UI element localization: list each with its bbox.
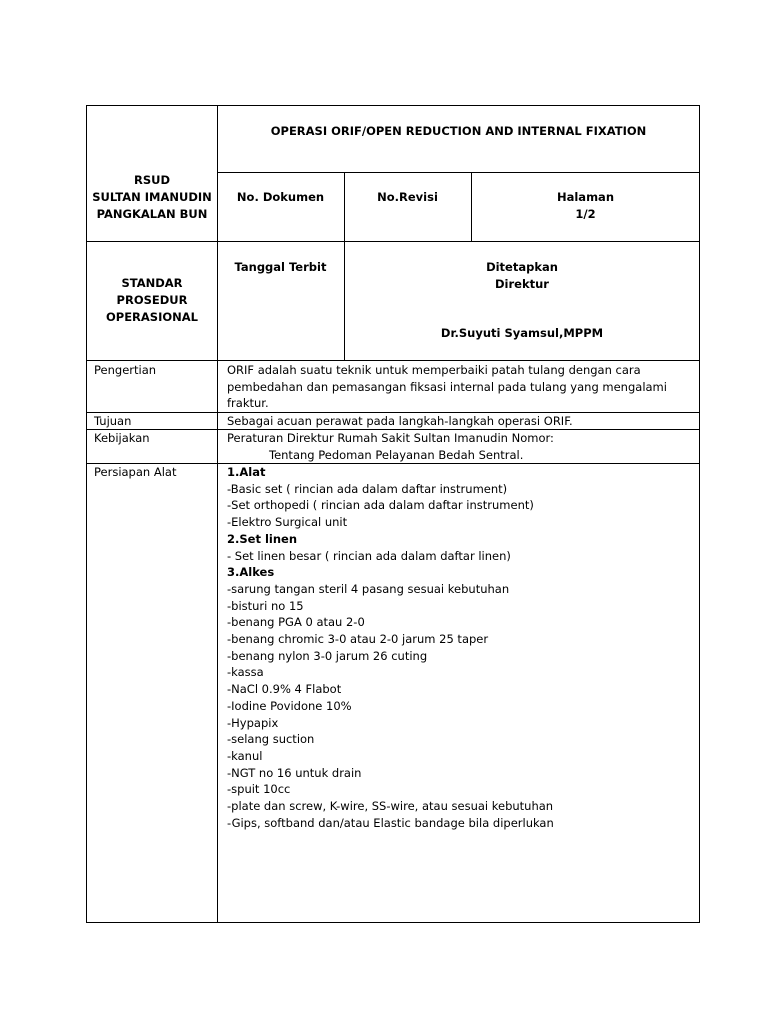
- list-item: -NaCl 0.9% 4 Flabot: [227, 682, 342, 697]
- header-table: [86, 105, 700, 361]
- list-item: -Hypapix: [227, 715, 279, 730]
- kebijakan-text: Peraturan Direktur Rumah Sakit Sultan Imanudin Nomor: Tentang Pedoman Pelayanan Bedah Sentral.: [227, 431, 554, 462]
- no-dokumen-label: No. Dokumen: [236, 190, 325, 204]
- list-item: - Set linen besar ( rincian ada dalam daftar linen): [227, 548, 511, 563]
- ditetapkan-block: [344, 259, 700, 293]
- list-item: -benang nylon 3-0 jarum 26 cuting: [227, 648, 428, 663]
- persiapan-alat-label: Persiapan Alat: [94, 465, 177, 479]
- procedure-table: [86, 361, 700, 923]
- list-item: -Elektro Surgical unit: [227, 515, 348, 530]
- halaman-cell: [471, 189, 700, 223]
- hospital-name: RSUD SULTAN IMANUDIN PANGKALAN BUN: [92, 173, 212, 221]
- list-item: -benang PGA 0 atau 2-0: [227, 615, 365, 630]
- list-heading: 2.Set linen: [227, 531, 298, 546]
- list-item: -plate dan screw, K-wire, SS-wire, atau sesuai kebutuhan: [227, 799, 554, 814]
- tanggal-terbit-label: Tanggal Terbit: [234, 260, 327, 274]
- list-item: -sarung tangan steril 4 pasang sesuai kebutuhan: [227, 581, 510, 596]
- halaman-label: Halaman: [556, 190, 615, 204]
- no-revisi-label: No.Revisi: [377, 190, 438, 204]
- tujuan-text: Sebagai acuan perawat pada langkah-langkah operasi ORIF.: [227, 414, 573, 428]
- tujuan-label: Tujuan: [94, 414, 132, 428]
- list-heading: 1.Alat: [227, 465, 266, 479]
- ditetapkan-label: Ditetapkan: [486, 260, 558, 274]
- list-item: -spuit 10cc: [227, 782, 291, 797]
- list-item: -benang chromic 3-0 atau 2-0 jarum 25 taper: [227, 632, 489, 647]
- sop-title: STANDAR PROSEDUR OPERASIONAL: [105, 276, 198, 324]
- direktur-label: Direktur: [495, 277, 549, 291]
- list-item: -Gips, softband dan/atau Elastic bandage bila diperlukan: [227, 815, 554, 830]
- pengertian-text: ORIF adalah suatu teknik untuk memperbaiki patah tulang dengan cara pembedahan dan pemasangan fiksasi internal pada tulang yang mengalami fraktur.: [227, 363, 667, 411]
- list-item: -selang suction: [227, 732, 315, 747]
- list-item: -Iodine Povidone 10%: [227, 698, 352, 713]
- list-item: -NGT no 16 untuk drain: [227, 765, 362, 780]
- document-title: OPERASI ORIF/OPEN REDUCTION AND INTERNAL FIXATION: [270, 124, 647, 138]
- signer-name: Dr.Suyuti Syamsul,MPPM: [440, 326, 604, 340]
- pengertian-label: Pengertian: [94, 363, 157, 377]
- list-item: -kassa: [227, 665, 264, 680]
- list-item: -Set orthopedi ( rincian ada dalam daftar instrument): [227, 498, 534, 513]
- list-item: -kanul: [227, 748, 263, 763]
- list-item: -bisturi no 15: [227, 598, 304, 613]
- halaman-value: 1/2: [575, 207, 596, 221]
- list-heading: 3.Alkes: [227, 565, 275, 580]
- list-item: -Basic set ( rincian ada dalam daftar instrument): [227, 481, 508, 496]
- persiapan-alat-list: [227, 464, 697, 831]
- kebijakan-label: Kebijakan: [94, 431, 150, 445]
